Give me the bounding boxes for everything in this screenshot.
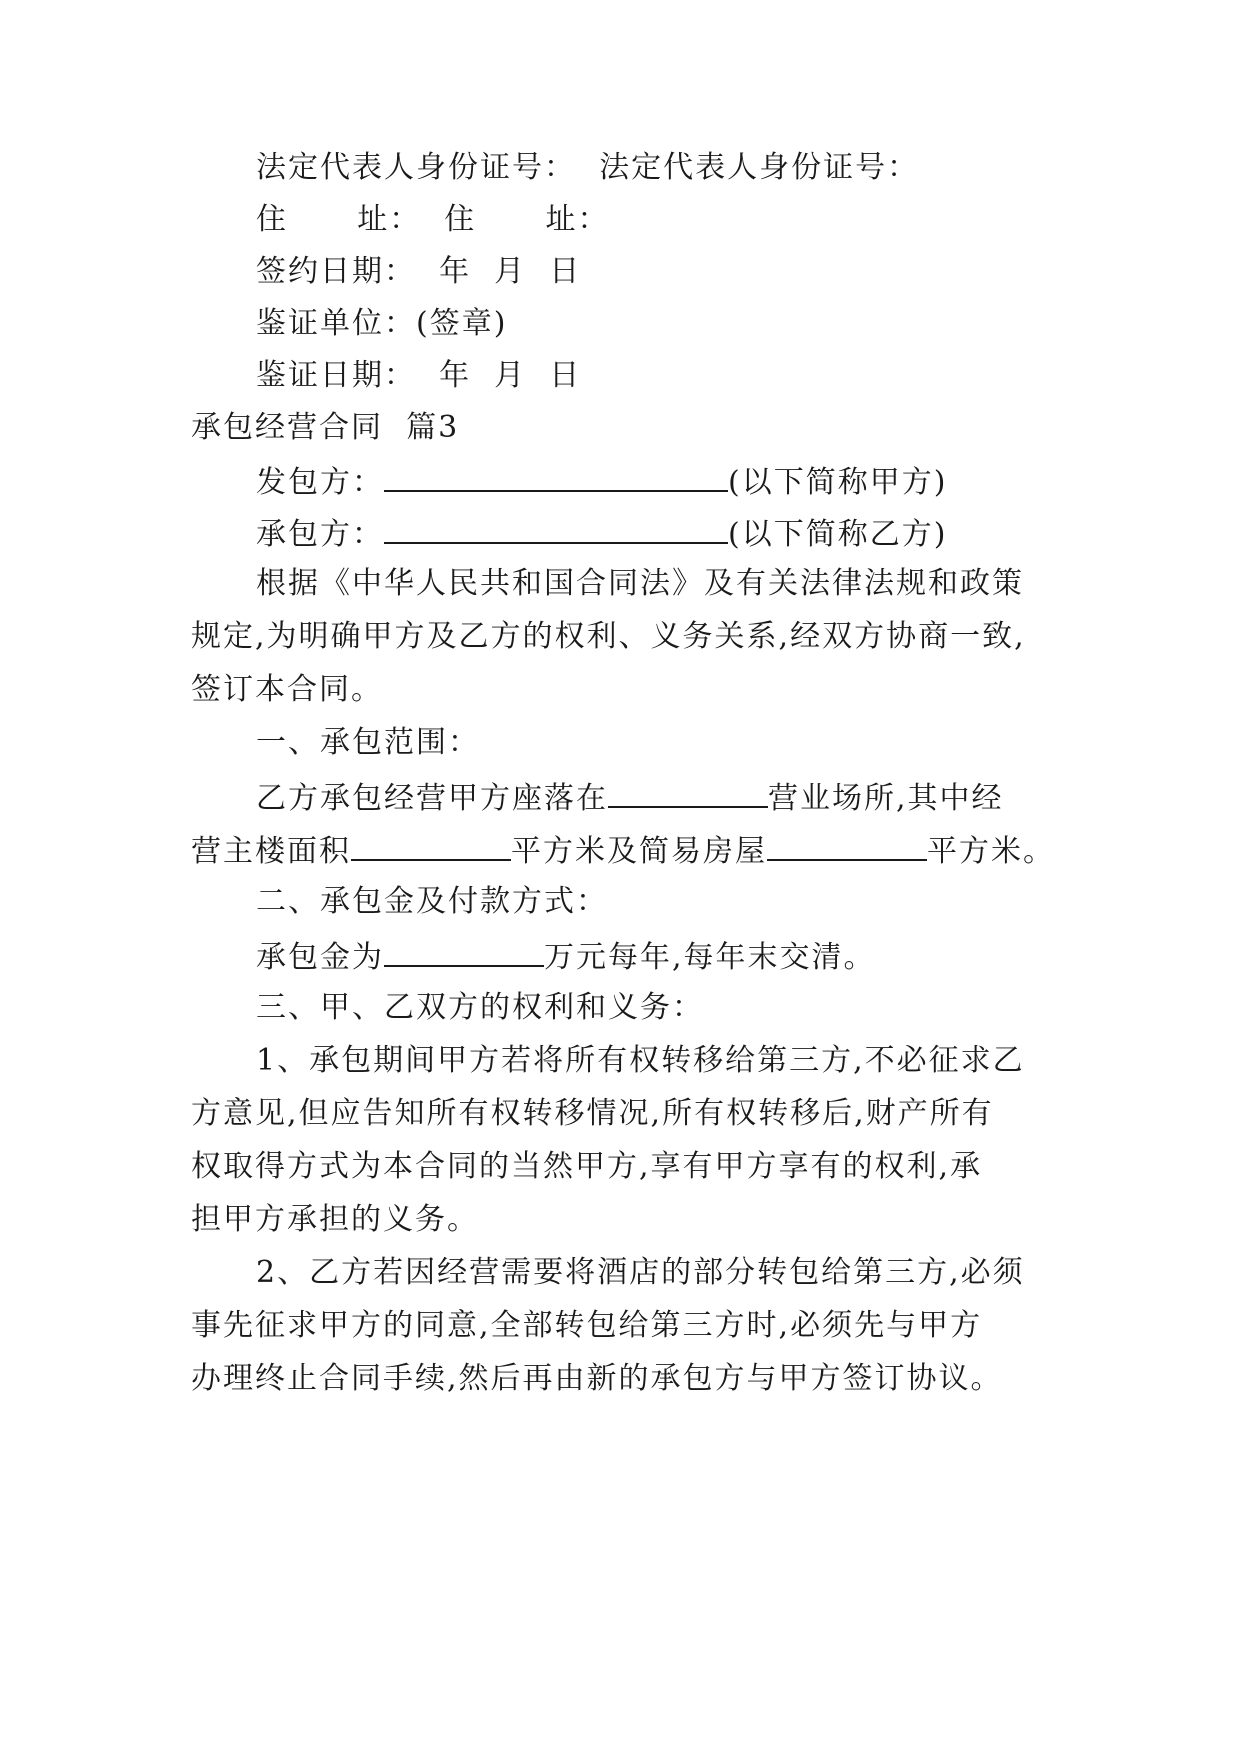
text-line: 办理终止合同手续,然后再由新的承包方与甲方签订协议。: [191, 1361, 1003, 1396]
fill-blank: [384, 460, 728, 492]
section-heading: 承包经营合同 篇3: [191, 410, 460, 445]
text-line: 权取得方式为本合同的当然甲方,享有甲方享有的权利,承: [191, 1149, 983, 1184]
text-line: 一、承包范围：: [256, 725, 480, 760]
fill-blank: [384, 512, 728, 544]
text-line: 根据《中华人民共和国合同法》及有关法律法规和政策: [256, 566, 1024, 601]
fill-suffix: 万元每年,每年末交清。: [544, 940, 876, 975]
text-line: 鉴证单位：(签章): [256, 306, 508, 341]
text-line: 事先征求甲方的同意,全部转包给第三方时,必须先与甲方: [191, 1308, 983, 1343]
text-line: 签订本合同。: [191, 672, 383, 707]
text-line: 规定,为明确甲方及乙方的权利、义务关系,经双方协商一致,: [191, 619, 1026, 654]
text-line: [0, 512, 1241, 552]
fill-label: 营主楼面积: [191, 834, 351, 869]
fill-label: 承包金为: [256, 940, 384, 975]
fill-blank: [608, 776, 768, 808]
fill-suffix: 平方米及简易房屋: [511, 834, 767, 869]
text-line: [0, 829, 1241, 869]
fill-suffix: (以下简称乙方): [728, 517, 948, 552]
fill-blank: [767, 829, 927, 861]
text-line: 方意见,但应告知所有权转移情况,所有权转移后,财产所有: [191, 1096, 994, 1131]
fill-suffix: (以下简称甲方): [728, 465, 948, 500]
text-line: 三、甲、乙双方的权利和义务：: [256, 990, 704, 1025]
text-line: 二、承包金及付款方式：: [256, 884, 608, 919]
text-line: 2、乙方若因经营需要将酒店的部分转包给第三方,必须: [256, 1255, 1025, 1290]
text-line: 鉴证日期： 年 月 日: [256, 358, 582, 393]
fill-blank: [351, 829, 511, 861]
text-line: 1、承包期间甲方若将所有权转移给第三方,不必征求乙: [256, 1043, 1025, 1078]
text-line: [0, 935, 1241, 975]
fill-label: 承包方：: [256, 517, 384, 552]
fill-label: 发包方：: [256, 465, 384, 500]
text-line: [0, 776, 1241, 816]
text-line: 法定代表人身份证号： 法定代表人身份证号：: [256, 150, 920, 185]
text-line: [0, 460, 1241, 500]
fill-suffix: 平方米。: [927, 834, 1055, 869]
text-line: 住 址： 住 址：: [256, 202, 610, 237]
fill-suffix: 营业场所,其中经: [768, 781, 1004, 816]
text-line: 签约日期： 年 月 日: [256, 254, 582, 289]
text-line: 担甲方承担的义务。: [191, 1202, 479, 1237]
fill-label: 乙方承包经营甲方座落在: [256, 781, 608, 816]
fill-blank: [384, 935, 544, 967]
